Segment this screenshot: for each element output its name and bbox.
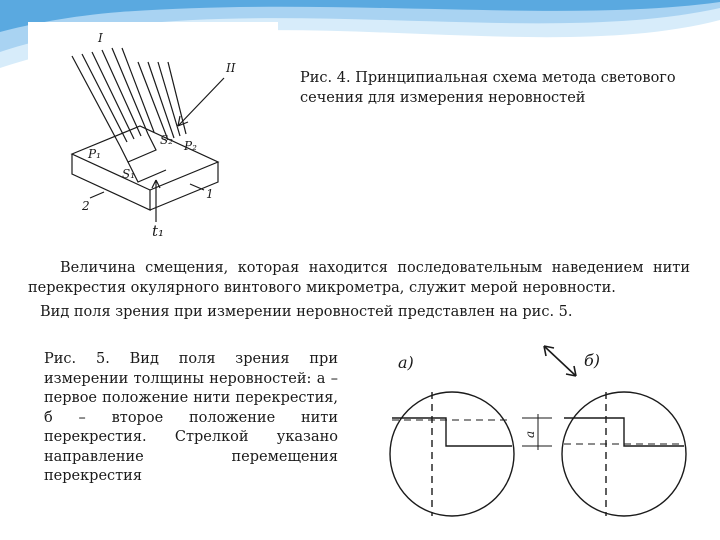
figure-5-caption: Рис. 5. Вид поля зрения при измерении толщины неровностей: а – первое положение нити перекрестия, б – второе положение нити перекрестия. Стрелкой указано направление перемещения перекрестия	[44, 351, 338, 484]
fig5-dimension-label: а	[523, 430, 537, 438]
body-paragraph-1	[28, 258, 690, 298]
fig4-label-2: 2	[82, 199, 90, 213]
leader-2	[90, 192, 104, 198]
movement-direction-arrow	[544, 346, 576, 376]
arrow-II-line	[178, 78, 224, 126]
view-circle-b	[562, 392, 686, 516]
fig4-label-S1: S₁	[122, 167, 136, 181]
fig4-label-1: 1	[206, 187, 214, 201]
profile-line-a	[392, 418, 512, 446]
fig4-label-S2: S₂	[160, 133, 174, 147]
fig4-label-t1: t₁	[152, 222, 165, 240]
figure-4-caption: Рис. 4. Принципиальная схема метода светового сечения для измерения неровностей	[300, 70, 676, 106]
paragraph-1-text: Величина смещения, которая находится последовательным наведением нити перекрестия окулярного винтового микрометра, служит мерой неровности.	[28, 260, 690, 296]
fig5-label-a: а)	[398, 353, 414, 372]
field-of-view-b	[562, 392, 686, 516]
fig4-label-II: II	[226, 61, 236, 75]
field-of-view-a	[390, 392, 514, 516]
figure-5-field-of-view-diagram	[362, 336, 702, 536]
figure-4-light-section-diagram	[28, 22, 278, 247]
fig4-label-P1: P₁	[88, 147, 101, 161]
beam-I-rays	[72, 48, 154, 146]
profile-line-b	[564, 418, 684, 446]
view-circle-a	[390, 392, 514, 516]
fig4-label-P2: P₂	[184, 139, 197, 153]
fig4-label-I: I	[98, 31, 103, 45]
fig5-label-b: б)	[584, 351, 601, 370]
leader-1	[190, 184, 204, 190]
body-paragraph-2: Вид поля зрения при измерении неровностей представлен на рис. 5.	[40, 304, 573, 320]
